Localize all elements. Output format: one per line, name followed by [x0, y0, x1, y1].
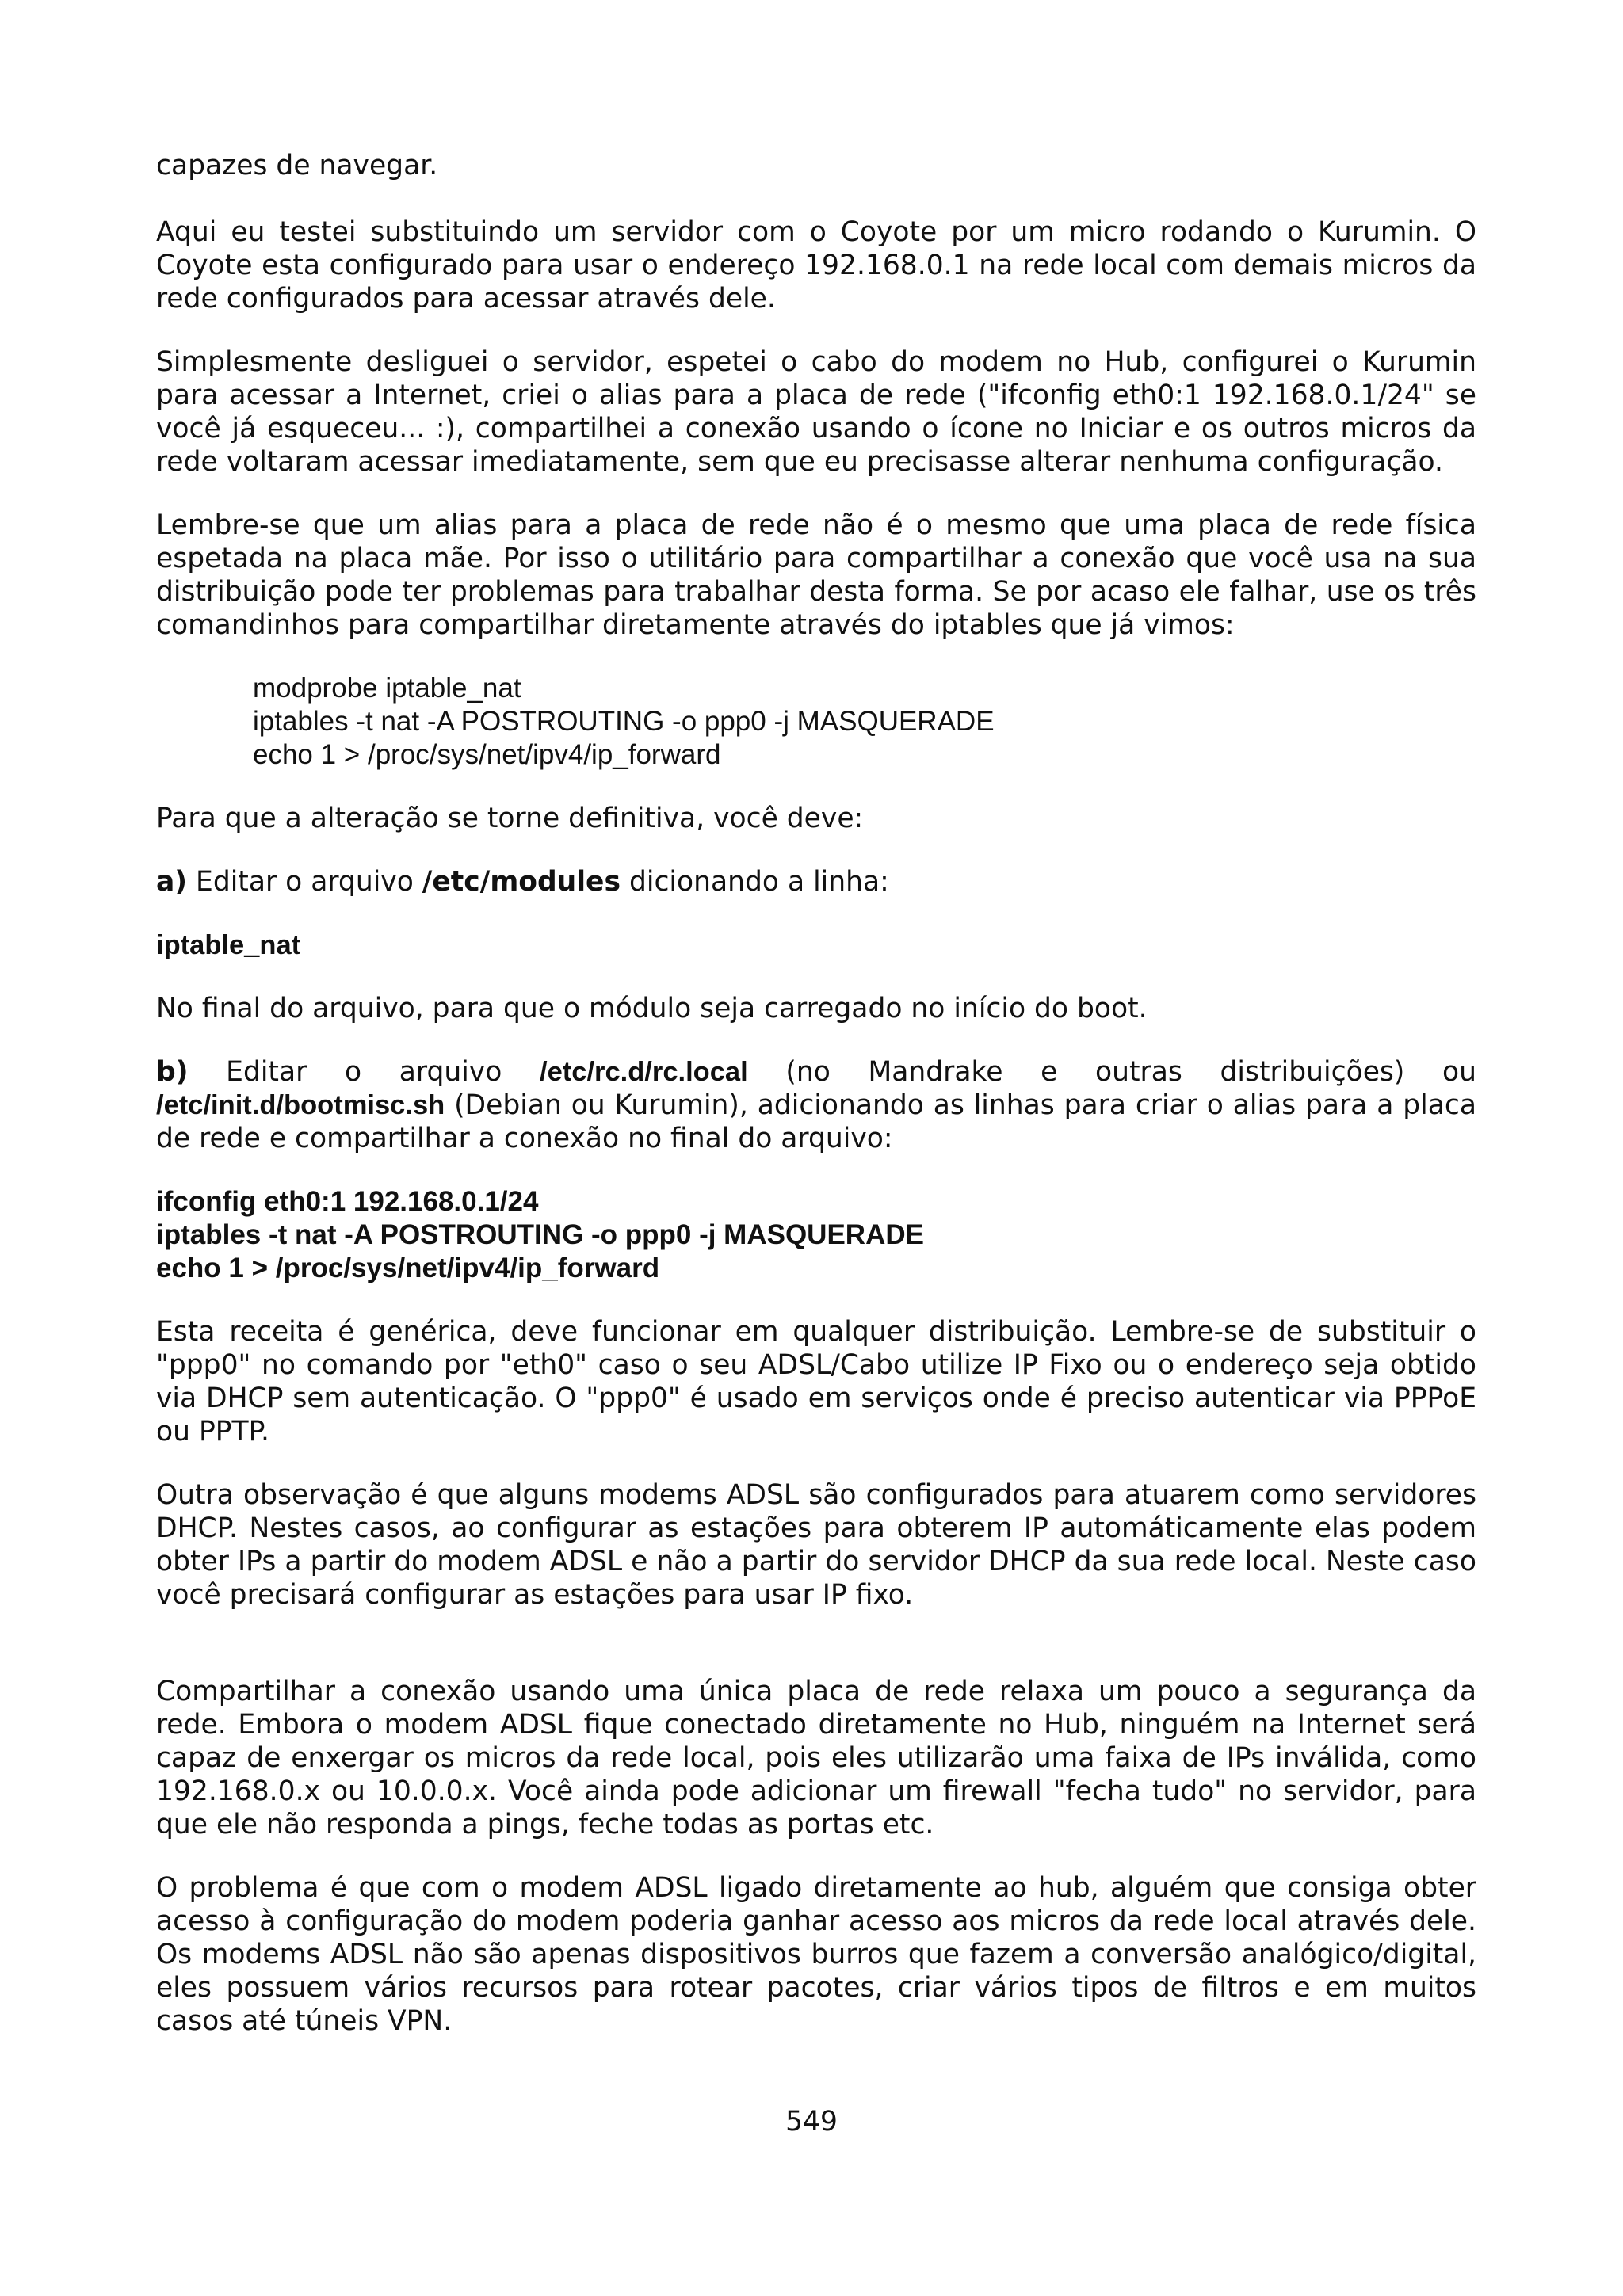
step-b-path-2: /etc/init.d/bootmisc.sh	[156, 1090, 445, 1120]
paragraph-alias-note: Lembre-se que um alias para a placa de rede não é o mesmo que uma placa de rede física espetada na placa mãe. Por isso o utilitário para compartilhar a conexão que você usa na sua distribuição pode ter problemas para trabalhar desta forma. Se por acaso ele falhar, use os três comandinhos para compartilhar diretamente através do iptables que já vimos:	[156, 509, 1476, 641]
paragraph-modem-problem: O problema é que com o modem ADSL ligado diretamente ao hub, alguém que consiga obter acesso à configuração do modem poderia ganhar acesso aos micros da rede local através dele. Os modems ADSL não são apenas dispositivos burros que fazem a conversão analógico/digital, eles possuem vários recursos para rotear pacotes, criar vários tipos de filtros e em muitos casos até túneis VPN.	[156, 1872, 1476, 2037]
module-line	[156, 929, 1476, 962]
command-line: iptables -t nat -A POSTROUTING -o ppp0 -j MASQUERADE	[253, 706, 995, 737]
bold-command-line: iptables -t nat -A POSTROUTING -o ppp0 -j MASQUERADE	[156, 1219, 924, 1250]
paragraph-security: Compartilhar a conexão usando uma única placa de rede relaxa um pouco a segurança da rede. Embora o modem ADSL fique conectado diretamente no Hub, ninguém na Internet será capaz de enxergar os micros da rede local, pois eles utilizarão uma faixa de IPs inválida, como 192.168.0.x ou 10.0.0.x. Você ainda pode adicionar um firewall "fecha tudo" no servidor, para que ele não responda a pings, feche todas as portas etc.	[156, 1676, 1476, 1840]
step-b-text-3: (Debian ou Kurumin), adicionando as linhas para criar o alias para a placa de rede e compartilhar a conexão no final do arquivo:	[156, 1089, 1476, 1154]
paragraph-make-permanent: Para que a alteração se torne definitiva, você deve:	[156, 803, 864, 834]
document-page	[156, 149, 1476, 2038]
bold-command-line: ifconfig eth0:1 192.168.0.1/24	[156, 1186, 539, 1217]
step-b-path-1: /etc/rc.d/rc.local	[540, 1057, 748, 1087]
step-b-text-2: (no Mandrake e outras distribuições) ou	[747, 1056, 1476, 1088]
command-line: modprobe iptable_nat	[253, 673, 521, 704]
step-b-paragraph	[156, 1055, 1476, 1155]
page-number: 549	[785, 2106, 838, 2138]
paragraph-coyote-test: Aqui eu testei substituindo um servidor com o Coyote por um micro rodando o Kurumin. O Coyote esta configurado para usar o endereço 192.168.0.1 na rede local com demais micros da rede configurados para acessar através dele.	[156, 216, 1476, 315]
step-a-text-before: Editar o arquivo	[187, 866, 422, 898]
paragraph-end-of-file: No final do arquivo, para que o módulo seja carregado no início do boot.	[156, 993, 1148, 1024]
module-name: iptable_nat	[156, 930, 301, 960]
paragraph-dhcp-note: Outra observação é que alguns modems ADSL são configurados para atuarem como servidores DHCP. Nestes casos, ao configurar as estações para obterem IP automáticamente elas podem obter IPs a partir do modem ADSL e não a partir do servidor DHCP da sua rede local. Neste caso você precisará configurar as estações para usar IP fixo.	[156, 1479, 1476, 1611]
command-line: echo 1 > /proc/sys/net/ipv4/ip_forward	[253, 739, 721, 770]
step-a-paragraph	[156, 865, 1476, 898]
iptables-command-block	[253, 672, 1476, 772]
bold-command-line: echo 1 > /proc/sys/net/ipv4/ip_forward	[156, 1253, 660, 1283]
paragraph-generic-recipe: Esta receita é genérica, deve funcionar em qualquer distribuição. Lembre-se de substituir o "ppp0" no comando por "eth0" caso o seu ADSL/Cabo utilize IP Fixo ou o endereço seja obtido via DHCP sem autenticação. O "ppp0" é usado em serviços onde é preciso autenticar via PPPoE ou PPTP.	[156, 1316, 1476, 1447]
paragraph-kurumin-setup: Simplesmente desliguei o servidor, espetei o cabo do modem no Hub, configurei o Kurumin para acessar a Internet, criei o alias para a placa de rede ("ifconfig eth0:1 192.168.0.1/24" se você já esqueceu... :), compartilhei a conexão usando o ícone no Iniciar e os outros micros da rede voltaram acessar imediatamente, sem que eu precisasse alterar nenhuma configuração.	[156, 346, 1476, 478]
step-b-text-1: Editar o arquivo	[188, 1056, 540, 1088]
bold-command-block	[156, 1185, 1476, 1285]
step-a-text-after: dicionando a linha:	[621, 866, 889, 898]
step-a-marker: a)	[156, 866, 188, 898]
step-b-marker: b)	[156, 1056, 189, 1088]
paragraph-intro-fragment: capazes de navegar.	[156, 150, 438, 181]
step-a-path: /etc/modules	[422, 866, 621, 898]
